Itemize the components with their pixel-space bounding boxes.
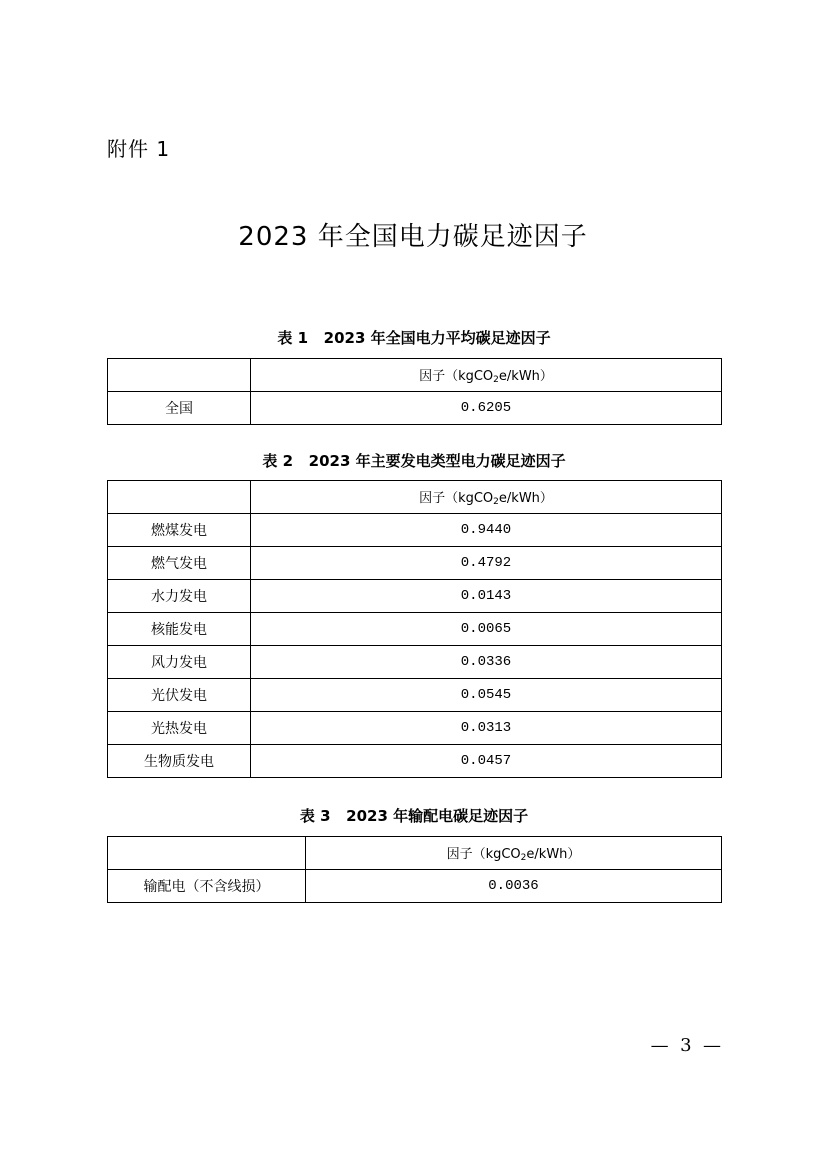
row-label: 生物质发电 xyxy=(108,745,251,778)
table-row xyxy=(108,646,722,679)
row-value: 0.0065 xyxy=(251,613,722,646)
table-header-row xyxy=(108,359,722,392)
table2-caption: 表 2 2023 年主要发电类型电力碳足迹因子 xyxy=(262,452,566,470)
row-value: 0.0313 xyxy=(251,712,722,745)
table-row xyxy=(108,514,722,547)
factor-header: 因子（kgCO$_2$e/kWh） xyxy=(251,359,722,392)
row-label: 水力发电 xyxy=(108,580,251,613)
row-value: 0.4792 xyxy=(251,547,722,580)
document-title: 2023 年全国电力碳足迹因子 xyxy=(238,222,588,252)
row-label: 输配电（不含线损） xyxy=(108,870,306,903)
table-row xyxy=(108,679,722,712)
table-row xyxy=(108,547,722,580)
table1-caption: 表 1 2023 年全国电力平均碳足迹因子 xyxy=(277,329,551,347)
table1 xyxy=(107,358,722,425)
table-row xyxy=(108,712,722,745)
header-empty-cell xyxy=(108,481,251,514)
page-number: — 3 — xyxy=(650,1035,721,1056)
row-value: 0.6205 xyxy=(251,392,722,425)
row-label: 光伏发电 xyxy=(108,679,251,712)
header-empty-cell xyxy=(108,837,306,870)
table-row xyxy=(108,870,722,903)
table-header-row xyxy=(108,481,722,514)
attachment-label: 附件 1 xyxy=(107,137,171,161)
row-value: 0.0336 xyxy=(251,646,722,679)
table-row xyxy=(108,580,722,613)
table3 xyxy=(107,836,722,903)
table-header-row xyxy=(108,837,722,870)
table-row xyxy=(108,745,722,778)
table-row xyxy=(108,392,722,425)
row-label: 全国 xyxy=(108,392,251,425)
row-value: 0.0143 xyxy=(251,580,722,613)
factor-header: 因子（kgCO$_2$e/kWh） xyxy=(306,837,722,870)
table-row xyxy=(108,613,722,646)
table3-caption: 表 3 2023 年输配电碳足迹因子 xyxy=(299,807,529,825)
row-value: 0.0457 xyxy=(251,745,722,778)
row-label: 光热发电 xyxy=(108,712,251,745)
table2 xyxy=(107,480,722,778)
factor-header: 因子（kgCO$_2$e/kWh） xyxy=(251,481,722,514)
row-value: 0.0036 xyxy=(306,870,722,903)
row-label: 燃气发电 xyxy=(108,547,251,580)
row-value: 0.9440 xyxy=(251,514,722,547)
row-label: 风力发电 xyxy=(108,646,251,679)
row-label: 燃煤发电 xyxy=(108,514,251,547)
header-empty-cell xyxy=(108,359,251,392)
row-label: 核能发电 xyxy=(108,613,251,646)
row-value: 0.0545 xyxy=(251,679,722,712)
